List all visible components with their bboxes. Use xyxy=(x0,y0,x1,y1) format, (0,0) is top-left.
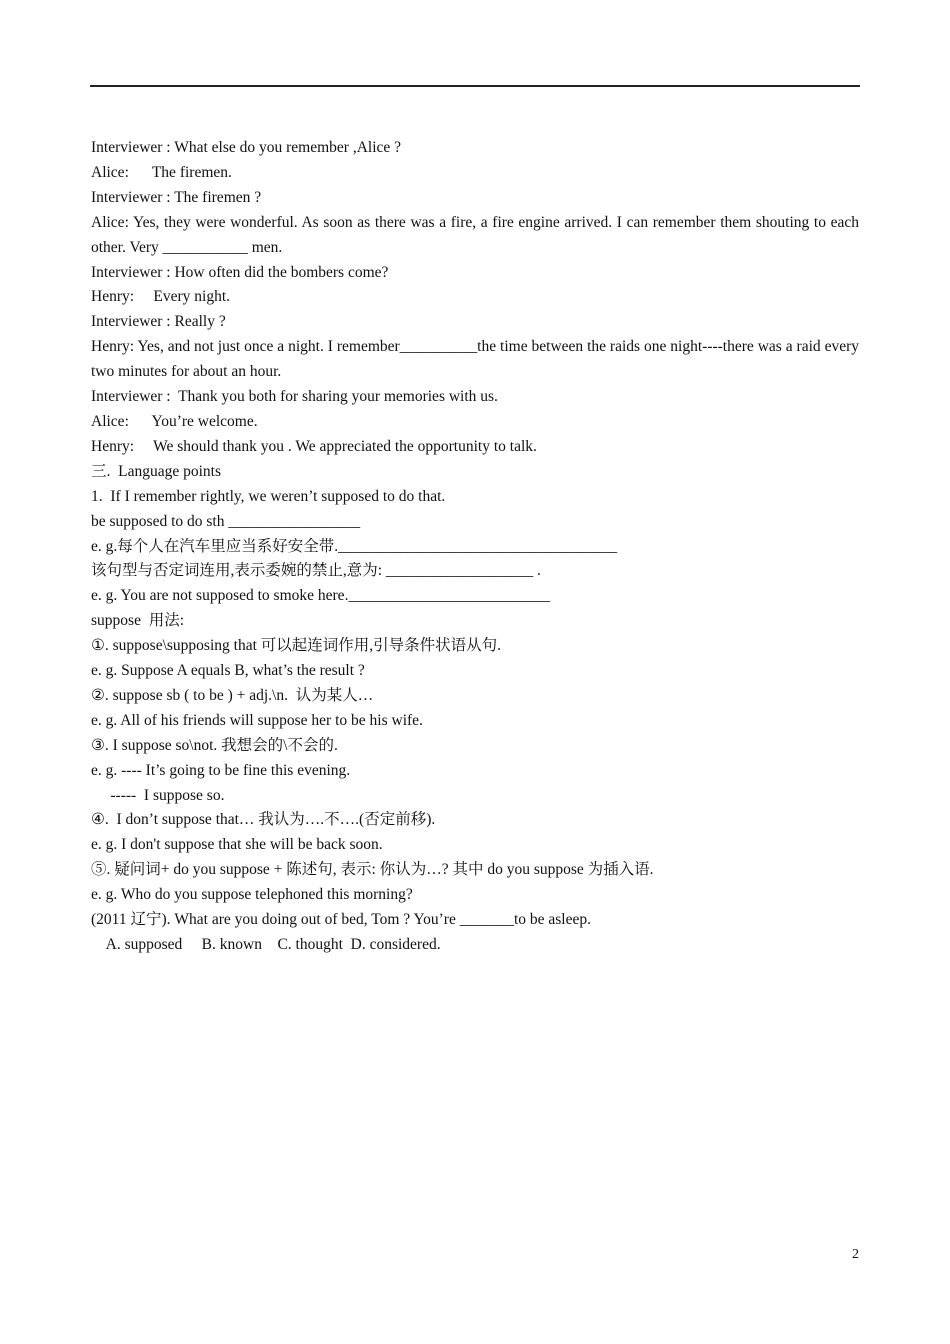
language-point-line: ----- I suppose so. xyxy=(91,786,225,804)
dialogue-line: Henry: We should thank you . We appreciated the opportunity to talk. xyxy=(91,437,537,455)
dialogue-line: Interviewer : Really ? xyxy=(91,313,226,331)
language-point-line: ③. I suppose so\not. 我想会的\不会的. xyxy=(91,736,338,754)
language-point-line: e. g. You are not supposed to smoke here.__________________________ xyxy=(91,587,550,605)
language-point-line: e. g.每个人在汽车里应当系好安全带.____________________________________ xyxy=(91,537,618,555)
language-point-line: ①. suppose\supposing that 可以起连词作用,引导条件状语从句. xyxy=(91,637,502,655)
language-point-line: ②. suppose sb ( to be ) + adj.\n. 认为某人… xyxy=(91,686,374,704)
language-point-line: e. g. All of his friends will suppose her to be his wife. xyxy=(91,711,423,729)
language-point-line: e. g. Who do you suppose telephoned this morning? xyxy=(91,886,413,904)
section-heading: 三. Language points xyxy=(91,462,222,480)
language-point-line: suppose 用法: xyxy=(91,612,185,630)
language-point-line: e. g. Suppose A equals B, what’s the result ? xyxy=(91,662,365,680)
dialogue-line: Interviewer : What else do you remember ,Alice ? xyxy=(91,139,402,156)
dialogue-line: Henry: Every night. xyxy=(91,288,231,306)
language-point-line: be supposed to do sth _________________ xyxy=(91,512,361,530)
language-point-line: ④. I don’t suppose that… 我认为….不….(否定前移). xyxy=(91,811,436,829)
exercise-options: A. supposed B. known C. thought D. considered. xyxy=(91,936,441,953)
dialogue-line: Henry: Yes, and not just once a night. I remember__________the time between the raids one night----there was a raid every two minutes for about an hour. xyxy=(91,338,859,381)
header-rule xyxy=(90,85,860,87)
language-point-line: ⑤. 疑问词+ do you suppose + 陈述句, 表示: 你认为…? 其中 do you suppose 为插入语. xyxy=(91,861,654,879)
dialogue-line: Interviewer : The firemen ? xyxy=(91,188,262,206)
language-point-line: e. g. ---- It’s going to be fine this evening. xyxy=(91,761,351,779)
dialogue-line: Interviewer : Thank you both for sharing your memories with us. xyxy=(91,388,498,406)
dialogue-line: Alice: The firemen. xyxy=(91,163,232,181)
page-content xyxy=(91,136,859,958)
language-point-line: 1. If I remember rightly, we weren’t supposed to do that. xyxy=(91,487,446,505)
dialogue-line: Alice: Yes, they were wonderful. As soon as there was a fire, a fire engine arrived. I can remember them shouting to each other. Very ___________ men. xyxy=(91,213,859,256)
page-number: 2 xyxy=(852,1247,859,1262)
dialogue-line: Alice: You’re welcome. xyxy=(91,412,258,430)
exercise-question: (2011 辽宁). What are you doing out of bed, Tom ? You’re _______to be asleep. xyxy=(91,911,591,929)
language-point-line: e. g. I don't suppose that she will be back soon. xyxy=(91,836,383,854)
language-point-line: 该句型与否定词连用,表示委婉的禁止,意为: ___________________ . xyxy=(91,562,541,580)
dialogue-line: Interviewer : How often did the bombers come? xyxy=(91,263,389,281)
